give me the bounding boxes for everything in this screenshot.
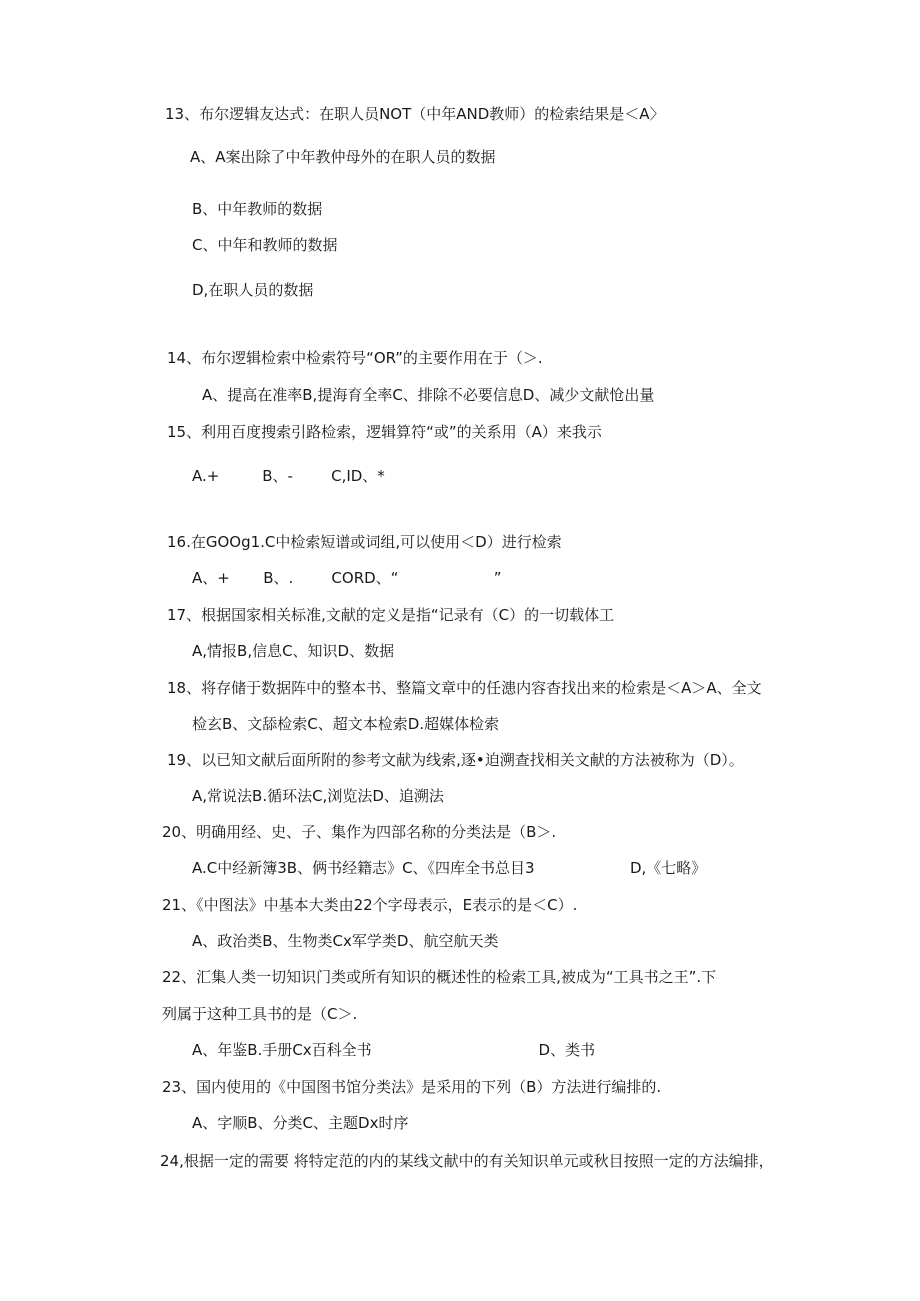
question-14: 14、布尔逻辑检索中检索符号“OR”的主要作用在于（＞. xyxy=(167,349,543,367)
question-22: 22、汇集人类一切知识门类或所有知识的概述性的检索工具,被成为“工具书之王”.下 xyxy=(162,968,717,986)
question-18: 18、将存储于数据阵中的整本书、整篇文章中的任漶内容杳找出来的检索是＜A＞A、全文 xyxy=(167,679,762,697)
question-17: 17、根据国家相关标准,文献的定义是指“记录有（C）的一切载体工 xyxy=(167,606,615,624)
options-22: A、年鉴B.手册Cx百科全书 D、类书 xyxy=(192,1041,596,1059)
question-22-continued: 列属于这种工具书的是（C＞. xyxy=(162,1005,358,1023)
question-19: 19、以已知文献后面所附的参考文献为线索,逐•迫溯查找相关文献的方法被称为（D）。 xyxy=(167,751,744,769)
options-17: A,情报B,信息C、知识D、数据 xyxy=(192,642,395,660)
option-13-b: B、中年教师的数据 xyxy=(192,200,323,218)
question-24: 24,根据一定的需要 将特定范的内的某线文献中的有关知识单元或秋目按照一定的方法编排， xyxy=(160,1152,774,1170)
question-16: 16.在GOOg1.C中检索短谱或词组,可以使用＜D）进行检索 xyxy=(167,533,562,551)
question-21: 21、《中图法》中基本大类由22个字母表示，E表示的是＜C）. xyxy=(162,896,578,914)
options-23: A、字顺B、分类C、主题Dx时序 xyxy=(192,1114,409,1132)
option-13-d: D,在职人员的数据 xyxy=(192,281,314,299)
question-20: 20、明确用经、史、子、集作为四部名称的分类法是（B＞. xyxy=(162,823,557,841)
options-21: A、政治类B、生物类Cx军学类D、航空航天类 xyxy=(192,932,499,950)
options-14: A、提高在准率B,提海育全率C、排除不必要信息D、减少文献怆出量 xyxy=(202,386,655,404)
options-20: A.C中经新簿3B、俩书经籍志》C、《四库全书总目3 D,《七略》 xyxy=(192,859,707,877)
question-15: 15、利用百度搜索引路检索，逻辑算符“或”的关系用（A）来我示 xyxy=(167,423,602,441)
options-16: A、+ B、. CORD、“ ” xyxy=(192,569,502,587)
option-13-c: C、中年和教师的数据 xyxy=(192,236,338,254)
question-13: 13、布尔逻辑友达式：在职人员NOT（中年AND教师）的检索结果是＜A〉 xyxy=(165,105,665,123)
options-19: A,常说法B.循环法C,浏览法D、追溯法 xyxy=(192,787,444,805)
options-15: A.+ B、- C,ID、* xyxy=(192,467,385,485)
option-13-a: A、A案出除了中年教仲母外的在职人员的数据 xyxy=(190,148,496,166)
options-18: 检玄B、文舔检索C、超文本检索D.超媒体检索 xyxy=(192,715,500,733)
question-23: 23、国内使用的《中国图书馆分类法》是采用的下列（B）方法进行编排的. xyxy=(162,1078,662,1096)
